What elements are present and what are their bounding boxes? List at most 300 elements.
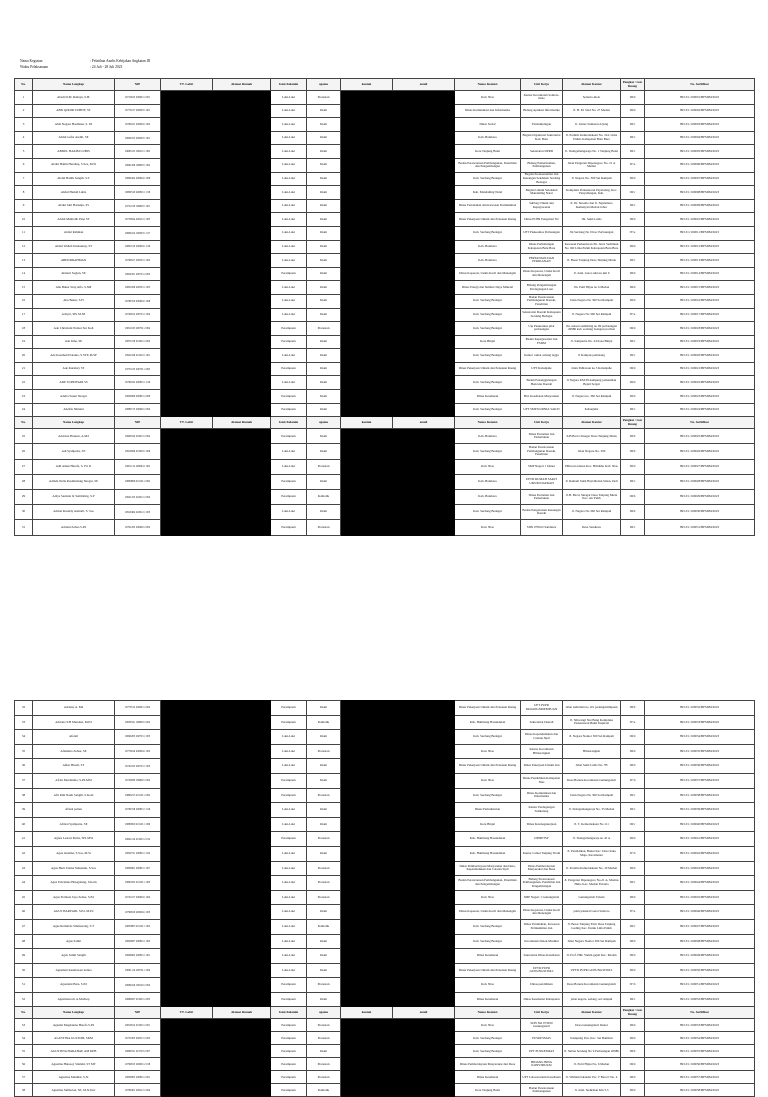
cell-kontak bbox=[341, 759, 393, 774]
column-header-nama: Nama Lengkap bbox=[33, 79, 115, 91]
cell-no: 43 bbox=[15, 861, 33, 876]
table-row bbox=[15, 788, 755, 803]
cell-no: 15 bbox=[15, 281, 33, 295]
cell-no: 36 bbox=[15, 759, 33, 774]
cell-nip: 19811112 200604 1 002 bbox=[115, 459, 161, 474]
cell-unit-kerja: Dinas Koperasi, Usaha Kecil dan Menengah bbox=[521, 267, 563, 281]
cell-jenis-kelamin: Perempuan bbox=[271, 390, 307, 404]
cell-ttl bbox=[161, 744, 213, 759]
cell-no: 44 bbox=[15, 876, 33, 891]
cell-no: 23 bbox=[15, 390, 33, 404]
cell-unit-kerja: Dinas Perumahan, Kawasan Permukiman dan bbox=[521, 919, 563, 934]
cell-alamat-rumah bbox=[213, 362, 271, 376]
cell-sertifikat: 893.3/1/100006/BPSDM/2023 bbox=[645, 158, 755, 172]
table-row bbox=[15, 459, 755, 474]
cell-nama: Agus Febrianus Hutagalung, S.Kom bbox=[33, 876, 115, 891]
cell-unit-kerja: Badan Penanggulangan Bencana Daerah bbox=[521, 376, 563, 390]
cell-email bbox=[393, 186, 455, 200]
cell-alamat-kantor: Hiliweto-idanoi Kec. Hiliduho Kab. Nias bbox=[563, 459, 621, 474]
cell-alamat-rumah bbox=[213, 963, 271, 978]
table-row bbox=[15, 390, 755, 404]
cell-sertifikat: 893.3/1/100044/BPSDM/2023 bbox=[645, 876, 755, 891]
cell-no: 7 bbox=[15, 172, 33, 186]
cell-sertifikat: 893.3/1/100004/BPSDM/2023 bbox=[645, 131, 755, 145]
table-row bbox=[15, 131, 755, 145]
cell-agama: Islam bbox=[307, 429, 341, 444]
cell-ttl bbox=[161, 520, 213, 535]
cell-nama: Abadi D.M. Rahayu, S.H. bbox=[33, 91, 115, 105]
cell-kontak bbox=[341, 978, 393, 993]
cell-no: 55 bbox=[15, 1045, 33, 1058]
cell-alamat-rumah bbox=[213, 1032, 271, 1045]
cell-unit-kerja: Badan Perencanaan Pembangunan Daerah, Penelitian bbox=[521, 444, 563, 459]
cell-nip: 19820321 200701 2 003 bbox=[115, 267, 161, 281]
cell-unit-kerja: Bagian Organisasi Sekretariat Kab. Batu bbox=[521, 131, 563, 145]
cell-sertifikat: 893.3/1/100028/BPSDM/2023 bbox=[645, 474, 755, 489]
table-header-row bbox=[15, 417, 755, 429]
cell-instansi: Dinas Komunikasi dan Informatika bbox=[455, 104, 521, 118]
cell-unit-kerja: Kantor Camat Tanjung Tiram bbox=[521, 846, 563, 861]
cell-sertifikat: 893.3/1/100007/BPSDM/2023 bbox=[645, 172, 755, 186]
cell-pangkat: III/c bbox=[621, 118, 645, 132]
cell-nama: Achyar, SH, M.SP bbox=[33, 308, 115, 322]
cell-nip: 19770217 200903 1 001 bbox=[115, 104, 161, 118]
column-header-nama: Nama Lengkap bbox=[33, 1007, 115, 1019]
cell-alamat-rumah bbox=[213, 730, 271, 745]
cell-ttl bbox=[161, 817, 213, 832]
cell-ttl bbox=[161, 226, 213, 240]
cell-sertifikat: 893.3/1/100022/BPSDM/2023 bbox=[645, 376, 755, 390]
cell-alamat-rumah bbox=[213, 322, 271, 336]
cell-sertifikat: 893.3/1/100003/BPSDM/2023 bbox=[645, 118, 755, 132]
cell-unit-kerja: SMP Negeri 1 Gunungsitoli bbox=[521, 890, 563, 905]
column-header-agama: agama bbox=[307, 1007, 341, 1019]
cell-alamat-kantor: Jl. Sisingamangaraja No. 35 Medan bbox=[563, 803, 621, 818]
cell-no: 3 bbox=[15, 118, 33, 132]
participant-table-page-2 bbox=[14, 700, 755, 1097]
cell-pangkat: III/d bbox=[621, 1084, 645, 1097]
cell-no: 16 bbox=[15, 294, 33, 308]
cell-sertifikat: 893.3/1/100040/BPSDM/2023 bbox=[645, 817, 755, 832]
cell-email bbox=[393, 362, 455, 376]
cell-kontak bbox=[341, 876, 393, 891]
cell-instansi: Kab. Humbang Hasundutan bbox=[455, 715, 521, 730]
cell-jenis-kelamin: Perempuan bbox=[271, 978, 307, 993]
cell-kontak bbox=[341, 118, 393, 132]
cell-instansi: Dinas Koperasi, Usaha Kecil dan Menengah bbox=[455, 267, 521, 281]
column-header-jenis-kelamin: Jenis Kelamin bbox=[271, 1007, 307, 1019]
cell-alamat-rumah bbox=[213, 773, 271, 788]
cell-jenis-kelamin: Laki-Laki bbox=[271, 890, 307, 905]
table-row bbox=[15, 876, 755, 891]
cell-ttl bbox=[161, 186, 213, 200]
cell-email bbox=[393, 978, 455, 993]
cell-nip: 19921026 201410 1 001 bbox=[115, 349, 161, 363]
cell-alamat-kantor: Jl. Pertahu Kemerdekaan No. 19 Medan bbox=[563, 861, 621, 876]
cell-unit-kerja: Dinas Kependudukan dan Catatan Sipil bbox=[521, 730, 563, 745]
cell-pangkat: III/c bbox=[621, 254, 645, 268]
cell-instansi: Dinas Kesehatan bbox=[455, 390, 521, 404]
cell-agama: Islam bbox=[307, 963, 341, 978]
cell-email bbox=[393, 267, 455, 281]
cell-agama: Protestan bbox=[307, 1058, 341, 1071]
cell-alamat-rumah bbox=[213, 978, 271, 993]
cell-no: 48 bbox=[15, 934, 33, 949]
cell-kontak bbox=[341, 145, 393, 159]
cell-instansi: Kota Tanjung Balai bbox=[455, 145, 521, 159]
cell-nip: 19721017 200604 1 004 bbox=[115, 890, 161, 905]
column-header-alamat-kantor: Alamat Kantor bbox=[563, 1007, 621, 1019]
table-row bbox=[15, 803, 755, 818]
cell-alamat-kantor: Jl. Negara no. 300 Sei Rampah bbox=[563, 390, 621, 404]
cell-agama: Protestan bbox=[307, 1019, 341, 1032]
cell-unit-kerja: Kecamatan Dolok Masihul bbox=[521, 934, 563, 949]
cell-nip: 19840602 200801 1 001 bbox=[115, 949, 161, 964]
cell-jenis-kelamin: Perempuan bbox=[271, 335, 307, 349]
cell-jenis-kelamin: Laki-Laki bbox=[271, 254, 307, 268]
table-row bbox=[15, 172, 755, 186]
cell-pangkat: IV/b bbox=[621, 846, 645, 861]
cell-email bbox=[393, 490, 455, 505]
cell-email bbox=[393, 832, 455, 847]
cell-sertifikat: 893.3/1/100035/BPSDM/2023 bbox=[645, 744, 755, 759]
cell-unit-kerja: Kantor Kecamatan Hiliserangkai bbox=[521, 744, 563, 759]
cell-no: 19 bbox=[15, 335, 33, 349]
cell-instansi: Kab. Mandailing Natal bbox=[455, 186, 521, 200]
cell-alamat-rumah bbox=[213, 846, 271, 861]
cell-alamat-kantor: Kampung Pon, Kec. Sei Bamban bbox=[563, 1032, 621, 1045]
cell-nama: Abdul Halim Sangih, S.T bbox=[33, 172, 115, 186]
cell-kontak bbox=[341, 267, 393, 281]
cell-nama: Adi Syahputra, SE bbox=[33, 444, 115, 459]
column-header-alamat-kantor: Alamat Kantor bbox=[563, 417, 621, 429]
column-header-alamat-rumah: Alamat Rumah bbox=[213, 79, 271, 91]
cell-ttl bbox=[161, 91, 213, 105]
cell-nama: Afkar Hiredi, ST bbox=[33, 759, 115, 774]
cell-alamat-kantor: Jln. Sakti Lubis bbox=[563, 213, 621, 227]
cell-sertifikat: 893.3/1/100020/BPSDM/2023 bbox=[645, 349, 755, 363]
cell-alamat-rumah bbox=[213, 267, 271, 281]
training-info bbox=[20, 58, 150, 70]
cell-nama: ABDURRAHMAN bbox=[33, 254, 115, 268]
cell-sertifikat: 893.3/1/100045/BPSDM/2023 bbox=[645, 890, 755, 905]
cell-email bbox=[393, 322, 455, 336]
cell-unit-kerja: Bidang Perencanaan Pembangunan, Penelitian dan Pengembangan bbox=[521, 876, 563, 891]
column-header-kontak: kontak bbox=[341, 1007, 393, 1019]
cell-agama: Protestan bbox=[307, 459, 341, 474]
cell-sertifikat: 893.3/1/100005/BPSDM/2023 bbox=[645, 145, 755, 159]
cell-alamat-rumah bbox=[213, 226, 271, 240]
table-row bbox=[15, 905, 755, 920]
cell-sertifikat: 893.3/1/100030/BPSDM/2023 bbox=[645, 505, 755, 520]
column-header-agama: agama bbox=[307, 79, 341, 91]
cell-pangkat: III/b bbox=[621, 1045, 645, 1058]
cell-nama: Afendi bbox=[33, 730, 115, 745]
cell-instansi: Kab. Batubara bbox=[455, 254, 521, 268]
cell-pangkat: III/c bbox=[621, 788, 645, 803]
cell-kontak bbox=[341, 846, 393, 861]
cell-no: 28 bbox=[15, 474, 33, 489]
cell-sertifikat: 893.3/1/100015/BPSDM/2023 bbox=[645, 281, 755, 295]
cell-nip: 19900524 202012 2 004 bbox=[115, 429, 161, 444]
cell-email bbox=[393, 349, 455, 363]
cell-jenis-kelamin: Laki-Laki bbox=[271, 817, 307, 832]
cell-nama: ABDUL HAKIM LUBIS bbox=[33, 145, 115, 159]
cell-pangkat: IV/b bbox=[621, 978, 645, 993]
cell-email bbox=[393, 759, 455, 774]
table-header-row bbox=[15, 79, 755, 91]
cell-nama: Abdul Wahab Daulaunay, ST bbox=[33, 240, 115, 254]
cell-no: 50 bbox=[15, 963, 33, 978]
cell-unit-kerja: Upt Puskesmas pilar perbaungan bbox=[521, 322, 563, 336]
cell-unit-kerja: Dinas Pemberdayaan Masyarakat dan Desa bbox=[521, 861, 563, 876]
cell-no: 8 bbox=[15, 186, 33, 200]
cell-nip: 19860521 201703 2 007 bbox=[115, 1045, 161, 1058]
cell-pangkat: III/c bbox=[621, 131, 645, 145]
cell-alamat-kantor: Jalan Negara No. 300 bbox=[563, 444, 621, 459]
cell-agama: Islam bbox=[307, 267, 341, 281]
cell-ttl bbox=[161, 240, 213, 254]
cell-email bbox=[393, 1058, 455, 1071]
cell-agama: Islam bbox=[307, 335, 341, 349]
cell-nip: 19661208 198903 1 002 bbox=[115, 158, 161, 172]
cell-alamat-rumah bbox=[213, 890, 271, 905]
cell-alamat-kantor: Kawasan Perkantoran Jln. Jend. Sudirman No 160 Lima Puluh Kabupaten Batu Bara bbox=[563, 240, 621, 254]
column-header-instansi: Nama Instansi bbox=[455, 417, 521, 429]
cell-kontak bbox=[341, 520, 393, 535]
column-header-nip: NIP bbox=[115, 417, 161, 429]
table-row bbox=[15, 520, 755, 535]
column-header-ttl: TT. Lahir bbox=[161, 417, 213, 429]
cell-ttl bbox=[161, 1071, 213, 1084]
cell-no: 4 bbox=[15, 131, 33, 145]
table-row bbox=[15, 978, 755, 993]
cell-kontak bbox=[341, 905, 393, 920]
cell-alamat-kantor: Jalan Pahlawan no 3 Kabanjahe bbox=[563, 362, 621, 376]
cell-instansi: Kab. Serdang Bedagai bbox=[455, 505, 521, 520]
cell-ttl bbox=[161, 349, 213, 363]
cell-jenis-kelamin: Perempuan bbox=[271, 1019, 307, 1032]
cell-nip: 19880820 201101 1 006 bbox=[115, 817, 161, 832]
cell-alamat-rumah bbox=[213, 294, 271, 308]
cell-sertifikat: 893.3/1/100018/BPSDM/2023 bbox=[645, 322, 755, 336]
table-row bbox=[15, 759, 755, 774]
cell-jenis-kelamin: Perempuan bbox=[271, 362, 307, 376]
cell-pangkat: III/d bbox=[621, 390, 645, 404]
cell-alamat-rumah bbox=[213, 444, 271, 459]
cell-pangkat: III/c bbox=[621, 803, 645, 818]
column-header-email: email bbox=[393, 79, 455, 91]
cell-nip: 19810912 201001 2 001 bbox=[115, 1019, 161, 1032]
cell-kontak bbox=[341, 213, 393, 227]
cell-nama: Agusman Kusmawan Zebua bbox=[33, 963, 115, 978]
cell-alamat-kantor: Jln Serdang No 9 Kec Perbaungan bbox=[563, 226, 621, 240]
cell-jenis-kelamin: Laki-Laki bbox=[271, 294, 307, 308]
column-header-alamat-rumah: Alamat Rumah bbox=[213, 1007, 271, 1019]
cell-agama: Protestan bbox=[307, 978, 341, 993]
cell-ttl bbox=[161, 861, 213, 876]
cell-nama: ADE SUPRIYADI SS bbox=[33, 376, 115, 390]
table-row bbox=[15, 474, 755, 489]
cell-no: 20 bbox=[15, 349, 33, 363]
cell-nama: Agustiani Bara, S.Pd bbox=[33, 978, 115, 993]
cell-pangkat: III/c bbox=[621, 349, 645, 363]
cell-unit-kerja: Bagian Perekonomian dan Keuangan Sekdakab Serdang Bedagai bbox=[521, 172, 563, 186]
cell-no: 52 bbox=[15, 992, 33, 1007]
cell-no: 46 bbox=[15, 905, 33, 920]
cell-kontak bbox=[341, 91, 393, 105]
cell-email bbox=[393, 1071, 455, 1084]
table-row bbox=[15, 861, 755, 876]
column-header-sertifikat: No. Sertifikat bbox=[645, 1007, 755, 1019]
cell-instansi: Kab. Batubara bbox=[455, 429, 521, 444]
cell-nip: 19871019 201001 2 002 bbox=[115, 335, 161, 349]
cell-pangkat: III/d bbox=[621, 294, 645, 308]
cell-kontak bbox=[341, 429, 393, 444]
cell-alamat-kantor: Jl. Dr. Sutomo dan Jl. Ngalamoto Kemenyan Medan Johor bbox=[563, 199, 621, 213]
table-header-row bbox=[15, 1007, 755, 1019]
meta-row-time bbox=[20, 64, 150, 70]
cell-jenis-kelamin: Perempuan bbox=[271, 1032, 307, 1045]
cell-ttl bbox=[161, 701, 213, 716]
cell-alamat-rumah bbox=[213, 1058, 271, 1071]
cell-nip: 19820909 200801 2 008 bbox=[115, 390, 161, 404]
cell-unit-kerja: Bidang Pemerintahan, Pembangunan bbox=[521, 158, 563, 172]
cell-ttl bbox=[161, 267, 213, 281]
cell-no: 32 bbox=[15, 701, 33, 716]
cell-nama: Adil Aman Harefa, S. Pd. K bbox=[33, 459, 115, 474]
cell-nip: 19801114 200701 1 004 bbox=[115, 963, 161, 978]
table-row bbox=[15, 240, 755, 254]
cell-unit-kerja: UPTD RUMAH SAKIT UMUM DAERAH bbox=[521, 474, 563, 489]
cell-agama: Islam bbox=[307, 803, 341, 818]
cell-no: 51 bbox=[15, 978, 33, 993]
cell-no: 14 bbox=[15, 267, 33, 281]
cell-alamat-rumah bbox=[213, 876, 271, 891]
cell-unit-kerja: Sekretariat Daerah Kabupaten Serdang Bedagai bbox=[521, 308, 563, 322]
cell-email bbox=[393, 715, 455, 730]
cell-nip: 19710613 200901 2 001 bbox=[115, 91, 161, 105]
cell-email bbox=[393, 254, 455, 268]
cell-nama: AGUSTINA GULTOM, SKM bbox=[33, 1032, 115, 1045]
cell-ttl bbox=[161, 934, 213, 949]
cell-nama: Ade Christiani Nainar Sur Koh bbox=[33, 322, 115, 336]
cell-ttl bbox=[161, 978, 213, 993]
cell-no: 17 bbox=[15, 308, 33, 322]
cell-sertifikat: 893.3/1/100037/BPSDM/2023 bbox=[645, 773, 755, 788]
cell-nama: Abu Bakar Siraj Alfa, S.SM bbox=[33, 281, 115, 295]
cell-jenis-kelamin: Laki-Laki bbox=[271, 459, 307, 474]
cell-unit-kerja: Bagian Umum Sekdakab Mandailing Natal bbox=[521, 186, 563, 200]
cell-nip: 19910826 201903 1 006 bbox=[115, 444, 161, 459]
cell-unit-kerja: Dinas Ketenagakerjaan bbox=[521, 817, 563, 832]
cell-alamat-rumah bbox=[213, 949, 271, 964]
cell-alamat-kantor: Jl.H. Bacra Sinagar Desa Tanjung Muda Kec. Air Putih bbox=[563, 490, 621, 505]
cell-instansi: Dinas Kesehatan bbox=[455, 949, 521, 964]
cell-alamat-kantor: Jln. Putri Hijau no 6 Medan bbox=[563, 281, 621, 295]
cell-alamat-kantor: Jl. T. Kemerdekaan No 111 bbox=[563, 817, 621, 832]
cell-alamat-kantor: Jl. William Iskandar Psr. V Barat I No. 4 bbox=[563, 1071, 621, 1084]
cell-nama: Afiantino Zebua, SE bbox=[33, 744, 115, 759]
cell-agama: Islam bbox=[307, 281, 341, 295]
table-row bbox=[15, 890, 755, 905]
cell-kontak bbox=[341, 186, 393, 200]
cell-sertifikat: 893.3/1/100010/BPSDM/2023 bbox=[645, 213, 755, 227]
cell-jenis-kelamin: Perempuan bbox=[271, 520, 307, 535]
cell-alamat-kantor: Gunungsitoli Tabalu bbox=[563, 890, 621, 905]
cell-no: 29 bbox=[15, 490, 33, 505]
column-header-nip: NIP bbox=[115, 79, 161, 91]
cell-alamat-rumah bbox=[213, 474, 271, 489]
cell-ttl bbox=[161, 1084, 213, 1097]
cell-alamat-rumah bbox=[213, 1019, 271, 1032]
cell-unit-kerja: UPT Laboratorium Kesehatan bbox=[521, 1071, 563, 1084]
cell-jenis-kelamin: Perempuan bbox=[271, 1058, 307, 1071]
cell-unit-kerja: Kantor Kecamatan Somolo-molo bbox=[521, 91, 563, 105]
cell-pangkat: III/c bbox=[621, 876, 645, 891]
cell-instansi: Kota Binjai bbox=[455, 335, 521, 349]
cell-kontak bbox=[341, 1045, 393, 1058]
cell-no: 10 bbox=[15, 213, 33, 227]
cell-pangkat: III/c bbox=[621, 992, 645, 1007]
cell-jenis-kelamin: Laki-Laki bbox=[271, 226, 307, 240]
cell-instansi: Kota Binjai bbox=[455, 817, 521, 832]
cell-email bbox=[393, 846, 455, 861]
cell-agama: Islam bbox=[307, 226, 341, 240]
cell-ttl bbox=[161, 294, 213, 308]
cell-alamat-rumah bbox=[213, 186, 271, 200]
cell-no: 30 bbox=[15, 505, 33, 520]
cell-no: 26 bbox=[15, 444, 33, 459]
cell-pangkat: III/d bbox=[621, 1032, 645, 1045]
cell-instansi: Kab. Serdang Bedagai bbox=[455, 308, 521, 322]
cell-ttl bbox=[161, 1058, 213, 1071]
cell-unit-kerja: Dinas pendidikan bbox=[521, 978, 563, 993]
cell-ttl bbox=[161, 803, 213, 818]
cell-ttl bbox=[161, 213, 213, 227]
table-row bbox=[15, 1019, 755, 1032]
cell-jenis-kelamin: Laki-Laki bbox=[271, 199, 307, 213]
cell-no: 54 bbox=[15, 1032, 33, 1045]
cell-jenis-kelamin: Laki-Laki bbox=[271, 308, 307, 322]
cell-sertifikat: 893.3/1/100029/BPSDM/2023 bbox=[645, 490, 755, 505]
cell-nama: Agustina Simbolon, SE, M.Si Dev bbox=[33, 1084, 115, 1097]
cell-agama: Islam bbox=[307, 172, 341, 186]
column-header-pangkat: Pangkat / Gol. Ruang bbox=[621, 79, 645, 91]
cell-unit-kerja: Kantor camat sabang lagga bbox=[521, 349, 563, 363]
cell-alamat-rumah bbox=[213, 861, 271, 876]
cell-agama: Katholik bbox=[307, 715, 341, 730]
cell-agama: Protestan bbox=[307, 520, 341, 535]
cell-jenis-kelamin: Perempuan bbox=[271, 1045, 307, 1058]
cell-kontak bbox=[341, 963, 393, 978]
cell-unit-kerja: PERTANIAN DAN PERIKANAN bbox=[521, 254, 563, 268]
cell-sertifikat: 893.3/1/100054/BPSDM/2023 bbox=[645, 1032, 755, 1045]
cell-kontak bbox=[341, 701, 393, 716]
cell-alamat-rumah bbox=[213, 91, 271, 105]
cell-agama: Islam bbox=[307, 145, 341, 159]
cell-nama: AGUS HARYADI, S.Pd, M.Pd bbox=[33, 905, 115, 920]
cell-agama: Katholik bbox=[307, 919, 341, 934]
cell-alamat-kantor: Jl. Negara No 300 Sei Rampah bbox=[563, 505, 621, 520]
cell-jenis-kelamin: Perempuan bbox=[271, 1084, 307, 1097]
cell-alamat-kantor: Jl. Sisingamangaraja No. 1 Tanjung Balai bbox=[563, 145, 621, 159]
cell-unit-kerja: UPT PUSKESMAS bbox=[521, 1045, 563, 1058]
table-row bbox=[15, 490, 755, 505]
cell-agama: Protestan bbox=[307, 91, 341, 105]
cell-unit-kerja: PUSKESMAS bbox=[521, 1032, 563, 1045]
cell-alamat-rumah bbox=[213, 715, 271, 730]
